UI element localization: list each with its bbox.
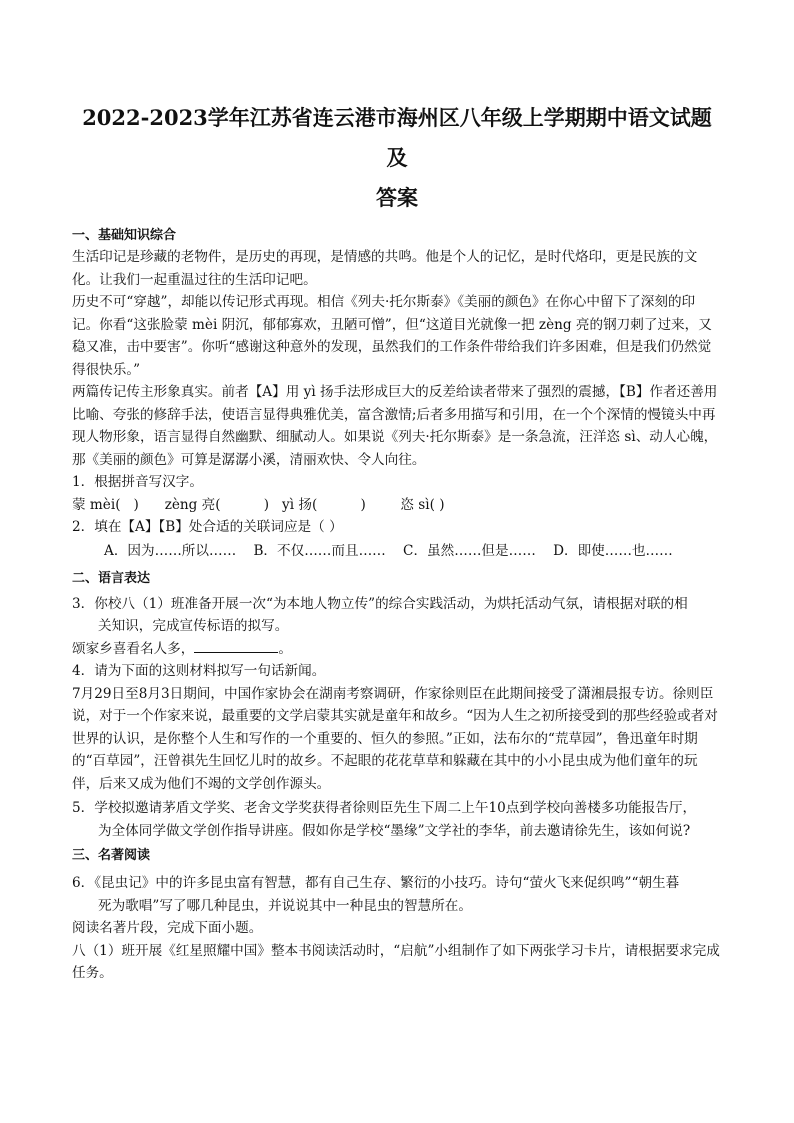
- couplet-prefix: 颂家乡喜看名人多，: [72, 640, 195, 657]
- reading-intro: 阅读名著片段，完成下面小题。: [72, 920, 263, 936]
- question-2: 2．填在【A】【B】处合适的关联词应是（ ）: [72, 519, 343, 535]
- section-heading-1: 一、基础知识综合: [72, 228, 177, 243]
- doc-title: [72, 98, 722, 218]
- section-heading-2: 二、语言表达: [72, 570, 151, 586]
- question-3: 3．你校八（1）班准备开展一次“为本地人物立传”的综合实践活动，为烘托活动气氛，请根据对联的相: [72, 595, 688, 612]
- question-6: 6．《昆虫记》中的许多昆虫富有智慧，都有自己生存、繁衍的小技巧。诗句“萤火飞来促织鸣”“朝生暮: [72, 875, 680, 891]
- doc-title-line1: 2022-2023学年江苏省连云港市海州区八年级上学期期中语文试题及: [82, 105, 712, 170]
- question-1-blanks: 蒙 mèi( ) zèng 亮( ) yì 扬( ) 恣 sì( ): [72, 496, 445, 513]
- question-3-cont: 关知识，完成宣传标语的拟写。: [98, 618, 289, 634]
- section1-para3: 两篇传记传主形象真实。前者【A】用 yì 扬手法形成巨大的反差给读者带来了强烈的震撼，【B】作者还善用比喻、夸张的修辞手法，使语言显得典雅优美，富含激情;后者多用描写和引用，在一个个深情的慢镜头中再现人物形象，语言显得自然幽默、细腻动人。如果说《列夫·托尔斯泰》是一条急流，汪洋恣 sì、动人心魄，那《美丽的颜色》可算是潺潺小溪，清丽欢快、令人向往。: [72, 384, 718, 468]
- reading-activity: 八（1）班开展《红星照耀中国》整本书阅读活动时，“启航”小组制作了如下两张学习卡片，请根据要求完成任务。: [72, 942, 720, 981]
- question-5-cont: 为全体同学做文学创作指导讲座。假如你是学校“墨缘”文学社的李华，前去邀请徐先生，该如何说?: [98, 822, 691, 839]
- question-2-options: A．因为……所以…… B．不仅……而且…… C．虽然……但是…… D．即使……也……: [104, 542, 673, 559]
- section1-para1: 生活印记是珍藏的老物件，是历史的再现，是情感的共鸣。他是个人的记忆，是时代烙印，更是民族的文化。让我们一起重温过往的生活印记吧。: [72, 249, 698, 288]
- couplet-suffix: 。: [278, 640, 292, 657]
- question-4-material: 7月29日至8月3日期间，中国作家协会在湖南考察调研，作家徐则臣在此期间接受了潇湘晨报专访。徐则臣说，对于一个作家来说，最重要的文学启蒙其实就是童年和故乡。“因为人生之初所接受到的那些经验或者对世界的认识，是你整个人生和写作的一个重要的、恒久的参照。”正如，法布尔的“荒草园”，鲁迅童年时期的“百草园”，汪曾祺先生回忆儿时的故乡。不起眼的花花草草和躲藏在其中的小小昆虫成为他们童年的玩伴，后来又成为他们不竭的文学创作源头。: [72, 685, 718, 792]
- question-5: 5．学校拟邀请茅盾文学奖、老舍文学奖获得者徐则臣先生下周二上午10点到学校向善楼多功能报告厅，: [72, 800, 697, 816]
- doc-title-line2: 答案: [376, 185, 418, 210]
- question-4: 4．请为下面的这则材料拟写一句话新闻。: [72, 663, 326, 679]
- question-3-couplet: [72, 638, 722, 661]
- couplet-answer-blank[interactable]: [194, 638, 278, 653]
- question-6-cont: 死为歌唱”写了哪几种昆虫，并说说其中一种昆虫的智慧所在。: [98, 897, 472, 914]
- section1-para2: 历史不可“穿越”，却能以传记形式再现。相信《列夫·托尔斯泰》《美丽的颜色》在你心中留下了深刻的印记。你看“这张脸蒙 mèi 阴沉，郁郁寡欢，丑陋可憎”，但“这道目光就像一把 zèng 亮的钢刀刺了过来，又稳又准，击中要害”。你听“感谢这种意外的发现，虽然我们的工作条件带给我们许多困难，但是我们仍然觉得很快乐。”: [72, 294, 712, 378]
- question-1: 1．根据拼音写汉字。: [72, 474, 203, 490]
- section-heading-3: 三、名著阅读: [72, 848, 151, 863]
